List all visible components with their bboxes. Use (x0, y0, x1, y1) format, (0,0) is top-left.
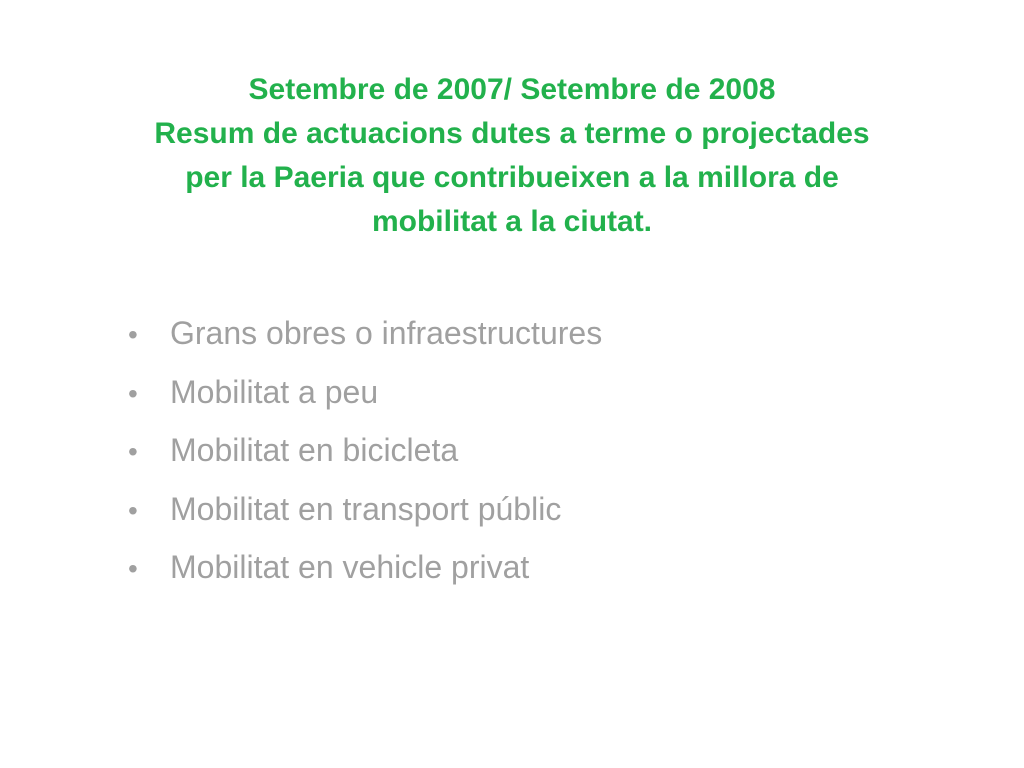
bullet-text: Grans obres o infraestructures (170, 315, 603, 351)
bullet-list (128, 305, 948, 598)
bullet-text: Mobilitat a peu (170, 373, 379, 410)
bullet-icon: • (128, 436, 138, 467)
list-item (128, 422, 948, 481)
bullet-text: Mobilitat en vehicle privat (170, 549, 530, 585)
list-item (128, 539, 948, 598)
list-item (128, 481, 948, 540)
bullet-text: Mobilitat en bicicleta (170, 432, 459, 468)
title-line: per la Paeria que contribueixen a la millora de (185, 161, 839, 194)
bullet-icon: • (128, 319, 138, 350)
slide-title (60, 68, 964, 244)
bullet-icon: • (128, 377, 138, 409)
title-line: Resum de actuacions dutes a terme o projectades (154, 117, 870, 150)
title-line: Setembre de 2007/ Setembre de 2008 (248, 73, 776, 106)
list-item (128, 305, 948, 364)
bullet-text: Mobilitat en transport públic (170, 490, 562, 527)
list-item (128, 364, 948, 423)
bullet-icon: • (128, 553, 138, 584)
title-line: mobilitat a la ciutat. (371, 205, 653, 238)
bullet-icon: • (128, 494, 138, 526)
